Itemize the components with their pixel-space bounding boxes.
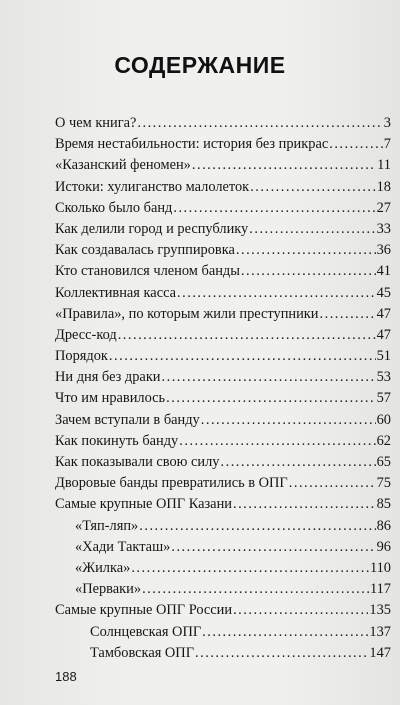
toc-entry-title: Кто становился членом банды [55,263,240,280]
toc-subentry [55,622,391,643]
toc-entry [55,155,391,176]
leader-dots [250,177,375,198]
toc-entry-title: «Жилка» [75,559,131,576]
leader-dots [233,600,368,621]
toc-entry-page: 135 [369,602,391,619]
toc-entry [55,325,391,346]
toc-entry-title: Самые крупные ОПГ Казани [55,496,232,513]
toc-entry-page: 86 [376,517,391,534]
page-title: СОДЕРЖАНИЕ [114,52,286,78]
leader-dots [289,473,376,494]
toc-entry-page: 7 [383,136,391,153]
page-number: 188 [55,669,77,684]
leader-dots [162,367,376,388]
toc-entry [55,283,391,304]
toc-entry-title: Коллективная касса [55,284,177,301]
toc-entry [55,240,391,261]
toc-entry-page: 47 [376,326,391,343]
leader-dots [221,452,376,473]
toc-entry-page: 57 [376,390,391,407]
leader-dots [131,558,369,579]
toc-subentry [55,579,391,600]
toc-entry-title: «Перваки» [75,581,142,598]
toc-entry-page: 41 [376,263,391,280]
leader-dots [233,494,376,515]
toc-entry-page: 47 [376,305,391,322]
toc-entry-page: 11 [377,157,391,174]
toc-entry-page: 33 [376,220,391,237]
toc-entry-title: Порядок [55,348,108,365]
toc-entry-page: 27 [376,199,391,216]
toc-entry-title: Истоки: хулиганство малолеток [55,178,250,195]
toc-entry-page: 51 [376,348,391,365]
leader-dots [139,516,375,537]
toc-entry [55,134,391,155]
leader-dots [166,388,375,409]
toc-entry-page: 110 [369,559,391,576]
table-of-contents [55,113,391,664]
leader-dots [202,622,368,643]
toc-entry-page: 117 [369,581,391,598]
toc-entry [55,304,391,325]
toc-entry-page: 85 [376,496,391,513]
toc-entry-page: 45 [376,284,391,301]
leader-dots [142,579,369,600]
toc-subentry [55,537,391,558]
toc-entry-title: Сколько было банд [55,199,173,216]
toc-entry-page: 147 [369,644,391,661]
toc-entry [55,410,391,431]
toc-subentry [55,516,391,537]
toc-entry-page: 75 [376,475,391,492]
leader-dots [137,113,382,134]
leader-dots [171,537,375,558]
leader-dots [109,346,376,367]
toc-entry-title: Тамбовская ОПГ [90,644,195,661]
toc-entry-title: Ни дня без драки [55,369,161,386]
toc-entry-title: «Тяп-ляп» [75,517,139,534]
leader-dots [195,643,368,664]
toc-entry-title: О чем книга? [55,115,137,131]
toc-entry-page: 60 [376,411,391,428]
toc-entry-title: Как делили город и республику [55,220,249,237]
toc-entry-title: «Правила», по которым жили преступники [55,305,319,322]
toc-entry [55,473,391,494]
toc-entry-title: Солнцевская ОПГ [90,623,202,640]
toc-entry-page: 65 [376,454,391,470]
toc-entry [55,600,391,621]
toc-entry-title: Как покинуть банду [55,432,179,449]
toc-entry [55,113,391,134]
toc-entry-title: Что им нравилось [55,390,166,407]
leader-dots [173,198,375,219]
toc-entry [55,431,391,452]
toc-entry-title: Как создавалась группировка [55,242,235,259]
toc-entry [55,367,391,388]
leader-dots [179,431,375,452]
toc-entry-page: 62 [376,432,391,449]
toc-entry-title: Дресс-код [55,326,117,343]
toc-entry-title: Зачем вступали в банду [55,411,200,428]
toc-entry-page: 96 [376,538,391,555]
toc-entry [55,346,391,367]
toc-entry-title: Время нестабильности: история без прикрас [55,136,329,153]
toc-entry-title: «Казанский феномен» [55,157,191,174]
toc-entry-page: 18 [376,178,391,195]
leader-dots [192,155,376,176]
toc-entry-page: 53 [376,369,391,386]
leader-dots [236,240,376,261]
toc-entry-title: Дворовые банды превратились в ОПГ [55,475,288,492]
toc-entry-title: «Хади Такташ» [75,538,171,555]
toc-entry-page: 36 [376,242,391,259]
toc-entry-title: Как показывали свою силу [55,454,220,470]
toc-entry [55,177,391,198]
toc-subentry [55,643,391,664]
toc-entry [55,388,391,409]
toc-subentry [55,558,391,579]
leader-dots [118,325,376,346]
leader-dots [201,410,376,431]
leader-dots [249,219,375,240]
leader-dots [320,304,376,325]
leader-dots [241,261,376,282]
toc-entry-page: 137 [369,623,391,640]
toc-entry-title: Самые крупные ОПГ России [55,602,233,619]
toc-entry [55,198,391,219]
toc-entry [55,219,391,240]
leader-dots [329,134,383,155]
toc-entry [55,452,391,473]
toc-entry [55,494,391,515]
leader-dots [177,283,376,304]
toc-entry [55,261,391,282]
toc-entry-page: 3 [383,115,391,131]
